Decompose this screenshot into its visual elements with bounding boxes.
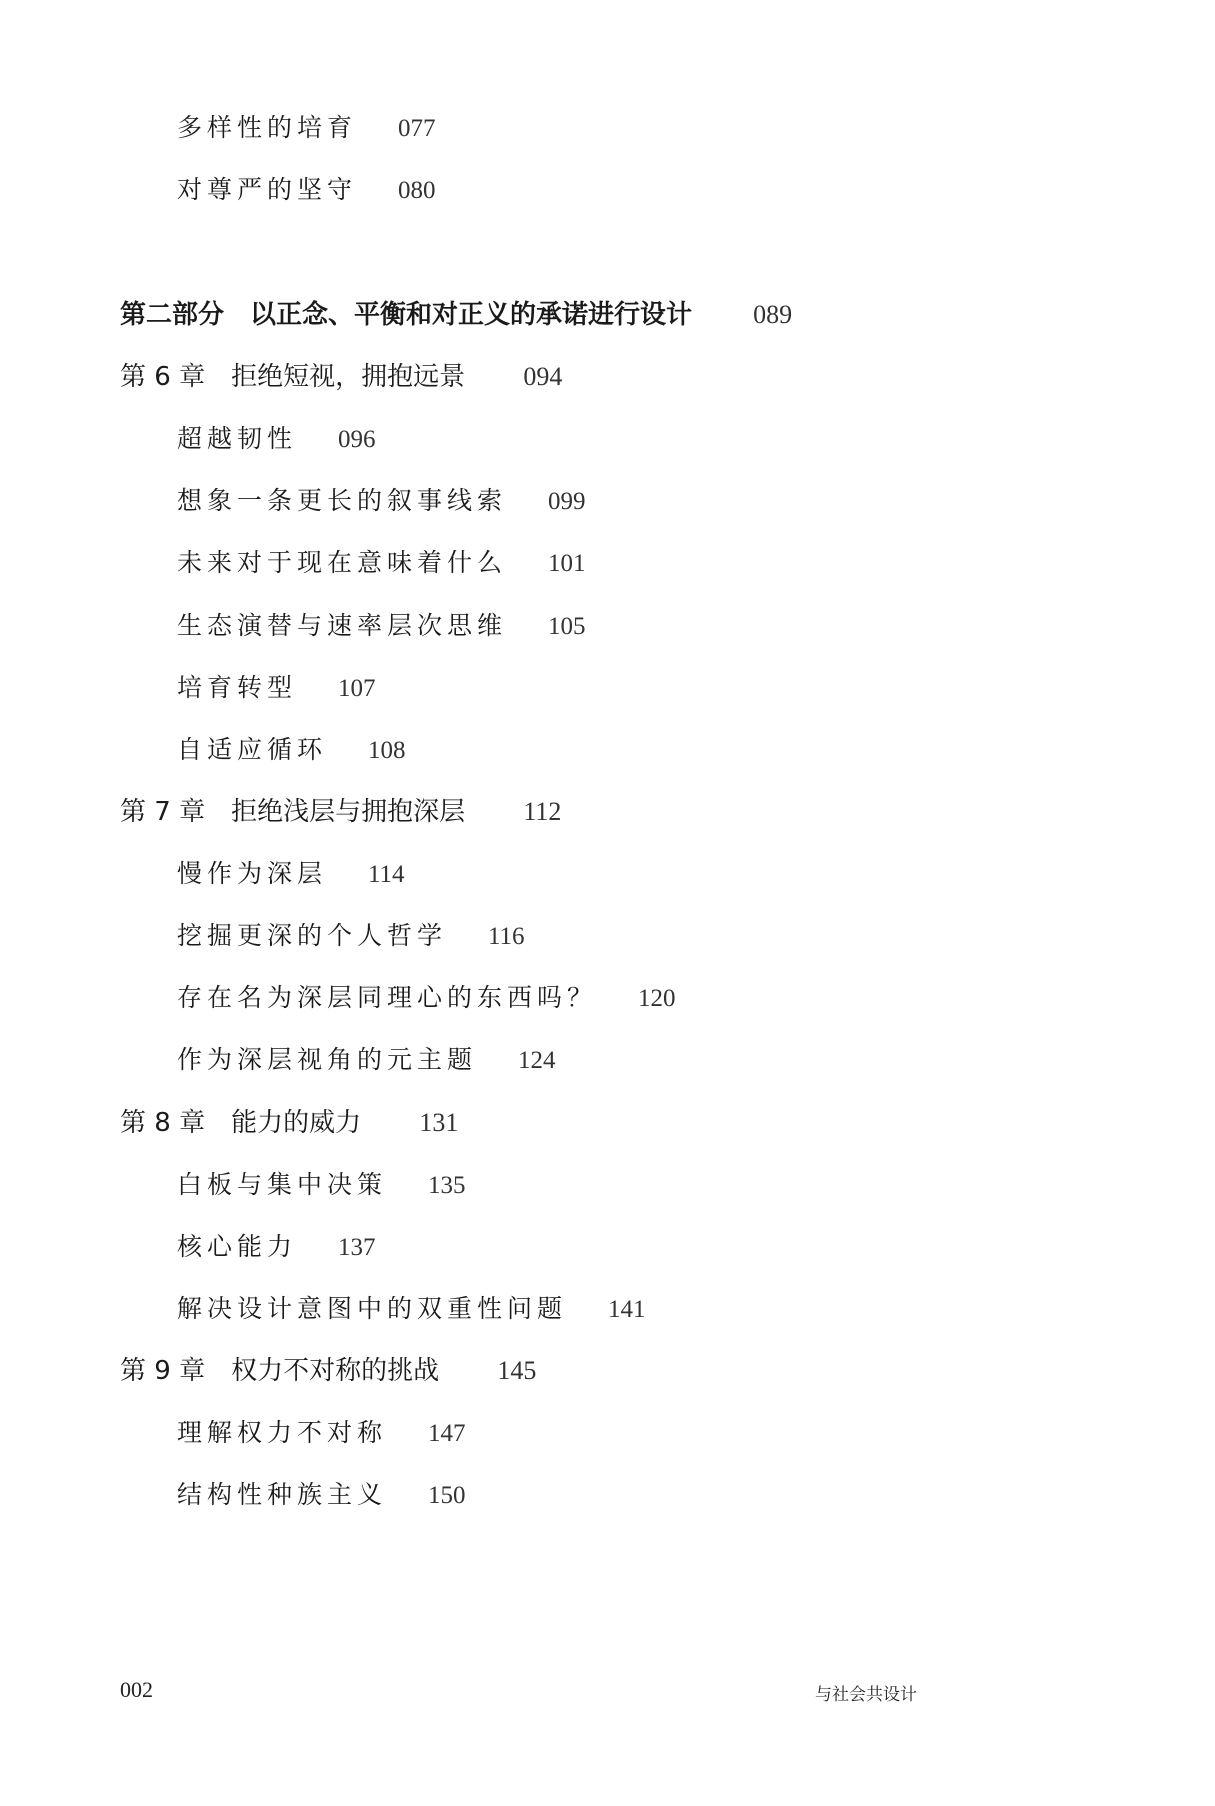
toc-entry-title: 想象一条更长的叙事线索 <box>177 486 508 515</box>
toc-entry-title: 超越韧性 <box>177 424 298 453</box>
toc-chapter-entry <box>120 364 562 390</box>
toc-entry-page: 147 <box>427 1420 466 1447</box>
toc-entry-page: 094 <box>523 362 563 391</box>
toc-entry-title: 多样性的培育 <box>177 113 358 142</box>
toc-entry-title: 第 9 章 权力不对称的挑战 <box>120 1356 440 1386</box>
toc-entry-page: 120 <box>637 985 676 1012</box>
footer-book-title: 与社会共设计 <box>815 1685 917 1705</box>
toc-entry-title: 未来对于现在意味着什么 <box>177 548 508 577</box>
toc-entry-title: 存在名为深层同理心的东西吗？ <box>177 983 598 1012</box>
toc-entry-title: 第二部分 以正念、平衡和对正义的承诺进行设计 <box>120 300 693 330</box>
toc-entry-page: 137 <box>337 1234 376 1261</box>
toc-chapter-entry <box>120 1358 536 1384</box>
toc-entry-page: 116 <box>487 923 525 950</box>
toc-section-entry <box>177 550 585 576</box>
toc-entry-page: 124 <box>517 1047 556 1074</box>
toc-entry-title: 理解权力不对称 <box>177 1418 388 1447</box>
toc-section-entry <box>177 115 435 141</box>
toc-section-entry <box>177 1482 465 1508</box>
toc-section-entry <box>177 177 435 203</box>
toc-section-entry <box>177 985 675 1011</box>
toc-entry-page: 105 <box>547 613 586 640</box>
toc-section-entry <box>177 923 525 949</box>
toc-entry-title: 培育转型 <box>177 673 298 702</box>
toc-entry-page: 099 <box>547 488 586 515</box>
toc-entry-title: 解决设计意图中的双重性问题 <box>177 1294 568 1323</box>
toc-entry-title: 挖掘更深的个人哲学 <box>177 921 448 950</box>
toc-entry-page: 107 <box>337 675 376 702</box>
toc-section-entry <box>177 1420 465 1446</box>
toc-entry-page: 131 <box>419 1108 459 1137</box>
toc-section-entry <box>177 675 375 701</box>
toc-entry-title: 对尊严的坚守 <box>177 175 358 204</box>
toc-part-entry <box>120 302 792 328</box>
toc-entry-page: 101 <box>547 550 586 577</box>
toc-entry-title: 自适应循环 <box>177 735 328 764</box>
toc-section-entry <box>177 613 585 639</box>
toc-section-entry <box>177 426 375 452</box>
toc-entry-title: 第 8 章 能力的威力 <box>120 1108 362 1138</box>
toc-section-entry <box>177 1172 465 1198</box>
toc-entry-page: 089 <box>753 300 793 329</box>
toc-entry-page: 112 <box>523 797 562 826</box>
toc-entry-title: 慢作为深层 <box>177 859 328 888</box>
toc-entry-page: 150 <box>427 1482 466 1509</box>
toc-section-entry <box>177 861 405 887</box>
toc-entry-title: 生态演替与速率层次思维 <box>177 611 508 640</box>
toc-chapter-entry <box>120 1110 458 1136</box>
toc-entry-title: 结构性种族主义 <box>177 1480 388 1509</box>
toc-section-entry <box>177 488 585 514</box>
toc-entry-page: 096 <box>337 426 376 453</box>
toc-entry-title: 第 7 章 拒绝浅层与拥抱深层 <box>120 797 466 827</box>
toc-entry-title: 白板与集中决策 <box>177 1170 388 1199</box>
toc-entry-page: 108 <box>367 737 406 764</box>
toc-entry-page: 080 <box>397 177 436 204</box>
toc-section-entry <box>177 1234 375 1260</box>
toc-chapter-entry <box>120 799 561 825</box>
toc-entry-title: 作为深层视角的元主题 <box>177 1045 478 1074</box>
toc-entry-page: 077 <box>397 115 436 142</box>
toc-section-entry <box>177 1047 555 1073</box>
toc-entry-page: 141 <box>607 1296 646 1323</box>
toc-section-entry <box>177 737 405 763</box>
toc-entry-title: 第 6 章 拒绝短视，拥抱远景 <box>120 362 466 392</box>
toc-entry-page: 114 <box>367 861 405 888</box>
toc-entry-page: 135 <box>427 1172 466 1199</box>
footer-page-number: 002 <box>120 1677 153 1702</box>
toc-entry-page: 145 <box>497 1356 537 1385</box>
toc-entry-title: 核心能力 <box>177 1232 298 1261</box>
toc-section-entry <box>177 1296 645 1322</box>
